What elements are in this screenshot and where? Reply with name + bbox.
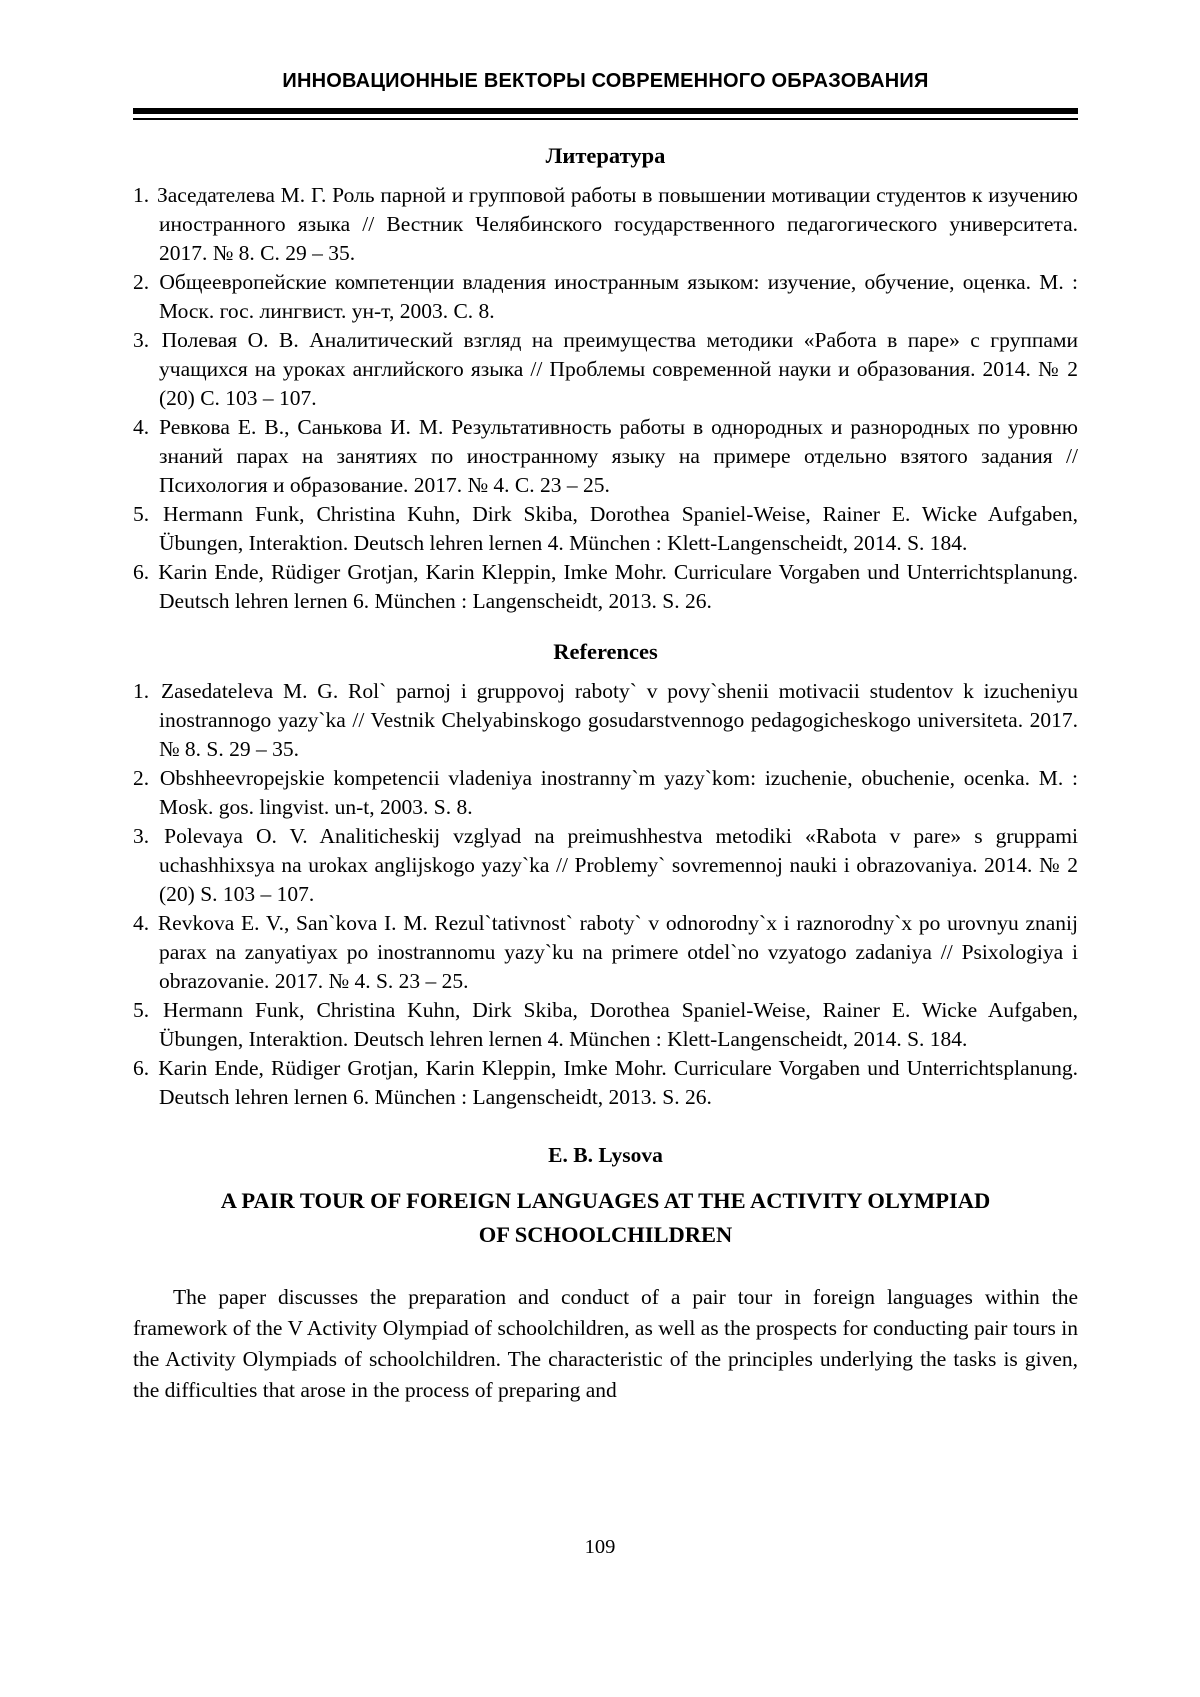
item-text: Karin Ende, Rüdiger Grotjan, Karin Kleppin, Imke Mohr. Curriculare Vorgaben und Unterrichtsplanung. Deutsch lehren lernen 6. München : Langenscheidt, 2013. S. 26. xyxy=(158,560,1078,613)
item-text: Zasedateleva M. G. Rol` parnoj i gruppovoj raboty` v povy`shenii motivacii studentov k izucheniyu inostrannogo yazy`ka // Vestnik Chelyabinskogo gosudarstvennogo pedagogicheskogo universiteta. 2017. № 8. S. 29 – 35. xyxy=(159,679,1078,761)
item-number: 3. xyxy=(133,328,150,352)
list-item xyxy=(133,1054,1078,1112)
item-text: Полевая О. В. Аналитический взгляд на преимущества методики «Работа в паре» с группами учащихся на уроках английского языка // Проблемы современной науки и образования. 2014. № 2 (20) С. 103 – 107. xyxy=(159,328,1079,410)
references-heading: References xyxy=(553,639,658,664)
running-head: ИННОВАЦИОННЫЕ ВЕКТОРЫ СОВРЕМЕННОГО ОБРАЗОВАНИЯ xyxy=(282,70,929,92)
list-item xyxy=(133,500,1078,558)
article-abstract: The paper discusses the preparation and conduct of a pair tour in foreign languages within the framework of the V Activity Olympiad of schoolchildren, as well as the prospects for conducting pair tours in the Activity Olympiads of schoolchildren. The characteristic of the principles underlying the tasks is given, the difficulties that arose in the process of preparing and xyxy=(133,1285,1078,1402)
item-number: 6. xyxy=(133,1056,150,1080)
references-list xyxy=(133,677,1078,1112)
item-number: 2. xyxy=(133,270,150,294)
item-text: Заседателева М. Г. Роль парной и групповой работы в повышении мотивации студентов к изучению иностранного языка // Вестник Челябинского государственного педагогического университета. 2017. № 8. С. 29 – 35. xyxy=(156,183,1078,265)
list-item xyxy=(133,558,1078,616)
item-number: 5. xyxy=(133,998,150,1022)
item-number: 4. xyxy=(133,911,150,935)
literature-heading: Литература xyxy=(545,143,666,168)
item-text: Ревкова Е. В., Санькова И. М. Результативность работы в однородных и разнородных по уровню знаний парах на занятиях по иностранному языку на примере отдельно взятого задания // Психология и образование. 2017. № 4. С. 23 – 25. xyxy=(159,415,1078,497)
document-page xyxy=(133,0,1078,1406)
list-item xyxy=(133,181,1078,268)
list-item xyxy=(133,326,1078,413)
list-item xyxy=(133,996,1078,1054)
list-item xyxy=(133,909,1078,996)
item-number: 1. xyxy=(133,183,150,207)
item-text: Polevaya O. V. Analiticheskij vzglyad na preimushhestva metodiki «Rabota v pare» s gruppami uchashhixsya na urokax anglijskogo yazy`ka // Problemy` sovremennoj nauki i obrazovaniya. 2014. № 2 (20) S. 103 – 107. xyxy=(159,824,1078,906)
item-text: Obshheevropejskie kompetencii vladeniya inostranny`m yazy`kom: izuchenie, obuchenie, ocenka. M. : Mosk. gos. lingvist. un-t, 2003. S. 8. xyxy=(159,766,1078,819)
list-item xyxy=(133,268,1078,326)
article-author: E. B. Lysova xyxy=(548,1143,663,1167)
list-item xyxy=(133,764,1078,822)
list-item xyxy=(133,677,1078,764)
item-number: 1. xyxy=(133,679,150,703)
article-title-line-2: OF SCHOOLCHILDREN xyxy=(478,1222,733,1247)
item-number: 2. xyxy=(133,766,150,790)
article-title-line-1: A PAIR TOUR OF FOREIGN LANGUAGES AT THE ACTIVITY OLYMPIAD xyxy=(220,1188,991,1213)
article-title xyxy=(133,1184,1078,1252)
page-number: 109 xyxy=(584,1536,616,1558)
item-number: 3. xyxy=(133,824,150,848)
item-number: 6. xyxy=(133,560,150,584)
header-divider-rule xyxy=(133,108,1078,120)
item-number: 5. xyxy=(133,502,150,526)
literature-list xyxy=(133,181,1078,616)
item-text: Hermann Funk, Christina Kuhn, Dirk Skiba, Dorothea Spaniel-Weise, Rainer E. Wicke Aufgaben, Übungen, Interaktion. Deutsch lehren lernen 4. München : Klett-Langenscheidt, 2014. S. 184. xyxy=(159,502,1079,555)
item-text: Karin Ende, Rüdiger Grotjan, Karin Kleppin, Imke Mohr. Curriculare Vorgaben und Unterrichtsplanung. Deutsch lehren lernen 6. München : Langenscheidt, 2013. S. 26. xyxy=(158,1056,1078,1109)
item-text: Revkova E. V., San`kova I. M. Rezul`tativnost` raboty` v odnorodny`x i raznorodny`x po urovnyu znanij parax na zanyatiyax po inostrannomu yazy`ku na primere otdel`no vzyatogo zadaniya // Psixologiya i obrazovanie. 2017. № 4. S. 23 – 25. xyxy=(157,911,1079,993)
list-item xyxy=(133,822,1078,909)
item-text: Hermann Funk, Christina Kuhn, Dirk Skiba, Dorothea Spaniel-Weise, Rainer E. Wicke Aufgaben, Übungen, Interaktion. Deutsch lehren lernen 4. München : Klett-Langenscheidt, 2014. S. 184. xyxy=(159,998,1079,1051)
item-text: Общеевропейские компетенции владения иностранным языком: изучение, обучение, оценка. М. : Моск. гос. лингвист. ун-т, 2003. С. 8. xyxy=(159,270,1079,323)
item-number: 4. xyxy=(133,415,150,439)
list-item xyxy=(133,413,1078,500)
